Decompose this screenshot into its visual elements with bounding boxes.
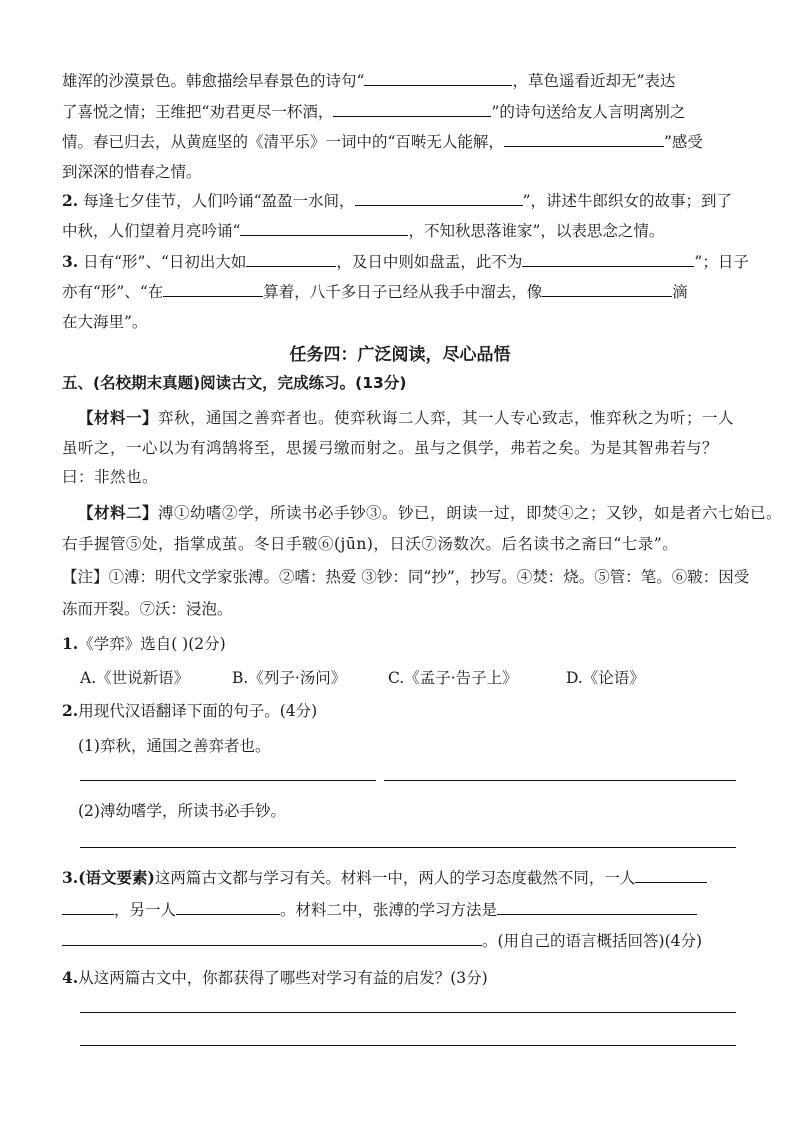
question-number: 1. (62, 634, 79, 653)
material-1-line-3: 曰：非然也。 (62, 468, 159, 486)
option-a[interactable]: A.《世说新语》 (80, 669, 190, 687)
question-3-line-3 (62, 311, 750, 333)
answer-blank[interactable] (364, 70, 512, 86)
sub-question-4 (62, 967, 750, 989)
text: ，不知秋思落谁家”，以表思念之情。 (408, 222, 665, 240)
text: 亦有“形”、“在 (62, 283, 164, 301)
text: 雄浑的沙漠景色。韩愈描绘早春景色的诗句“ (62, 72, 365, 90)
question-2-line-1 (62, 190, 750, 212)
answer-line[interactable] (80, 1012, 736, 1013)
answer-line[interactable] (80, 847, 736, 848)
text: 算着，八千多日子已经从我手中溜去，像 (263, 283, 543, 301)
question-tag: (语文要素) (78, 868, 155, 887)
text: ，另一人 (114, 901, 177, 919)
question-number: 4. (62, 968, 79, 987)
material-1-line-1 (78, 407, 750, 429)
text: 每逢七夕佳节，人们吟诵“盈盈一水间， (83, 192, 355, 210)
notes-line-2: 冻而开裂。⑦沃：浸泡。 (62, 600, 233, 618)
answer-blank[interactable] (522, 251, 694, 267)
text: ”的诗句送给友人言明离别之 (491, 103, 686, 121)
sub-question-3-line-3 (62, 930, 750, 952)
material-2-line-2: 右手握管⑤处，指掌成茧。冬日手皲⑥(jūn)，日沃⑦汤数次。后名读书之斋曰“七录”。 (62, 535, 679, 553)
question-2-line-2 (62, 220, 750, 242)
option-b[interactable]: B.《列子·汤问》 (232, 669, 347, 687)
text: 。材料二中，张溥的学习方法是 (280, 901, 498, 919)
poem-line-1 (62, 70, 750, 92)
material-1-line-2: 虽听之，一心以为有鸿鹄将至，思援弓缴而射之。虽与之俱学，弗若之矣。为是其智弗若与？ (62, 439, 719, 457)
answer-line[interactable] (80, 780, 376, 781)
text: 《学弈》选自( )(2分) (78, 635, 226, 653)
text: ”感受 (663, 133, 703, 151)
text: 。(用自己的语言概括回答)(4分) (482, 932, 703, 950)
text: 了喜悦之情；王维把“劝君更尽一杯酒， (62, 103, 334, 121)
text: 到深深的惜春之情。 (62, 163, 202, 181)
text: ，及日中则如盘盂，此不为 (336, 253, 523, 271)
text: 从这两篇古文中，你都获得了哪些对学习有益的启发？(3分) (78, 969, 488, 987)
text: ”；日子 (694, 253, 749, 271)
sub-question-2 (62, 700, 750, 722)
option-d[interactable]: D.《论语》 (566, 669, 645, 687)
text: 日有“形”、“日初出大如 (83, 253, 247, 271)
task-title: 任务四：广泛阅读，尽心品悟 (289, 345, 511, 365)
material-tag: 【材料二】 (78, 503, 159, 522)
question-number: 2. (62, 701, 79, 720)
answer-blank[interactable] (497, 899, 697, 915)
poem-line-3 (62, 131, 750, 153)
sentence-1: (1)弈秋，通国之善弈者也。 (78, 737, 271, 755)
notes-line-1: 【注】①溥：明代文学家张溥。②嗜：热爱 ③钞：同“抄”，抄写。④焚：烧。⑤管：笔。⑥皲：因受 (62, 568, 750, 586)
answer-blank[interactable] (163, 281, 263, 297)
section-5-heading: 五、(名校期末真题)阅读古文，完成练习。(13分) (62, 374, 407, 392)
poem-line-2 (62, 101, 750, 123)
answer-blank[interactable] (246, 251, 336, 267)
sub-question-3-line-2 (62, 899, 750, 921)
answer-line[interactable] (80, 1045, 736, 1046)
option-c[interactable]: C.《孟子·告子上》 (388, 669, 518, 687)
answer-blank[interactable] (355, 190, 523, 206)
text: ”，讲述牛郎织女的故事；到了 (522, 192, 732, 210)
text: 情。春已归去，从黄庭坚的《清平乐》一词中的“百啭无人能解， (62, 133, 504, 151)
answer-blank[interactable] (62, 899, 114, 915)
answer-line[interactable] (384, 780, 736, 781)
answer-blank[interactable] (240, 220, 408, 236)
sub-question-1 (62, 633, 750, 655)
material-tag: 【材料一】 (78, 408, 159, 427)
sub-question-3-line-1 (62, 867, 750, 889)
text: ，草色遥看近却无”表达 (512, 72, 676, 90)
answer-blank[interactable] (635, 867, 707, 883)
sentence-2: (2)溥幼嗜学，所读书必手钞。 (78, 802, 286, 820)
question-3-line-1 (62, 251, 750, 273)
material-2-line-1 (78, 502, 783, 524)
question-number: 3. (62, 868, 79, 887)
text: 在大海里”。 (62, 313, 148, 331)
text: 用现代汉语翻译下面的句子。(4分) (78, 702, 318, 720)
answer-blank[interactable] (542, 281, 672, 297)
question-number: 2. (62, 191, 79, 210)
question-3-line-2 (62, 281, 750, 303)
answer-blank[interactable] (504, 131, 664, 147)
text: 中秋，人们望着月亮吟诵“ (62, 222, 241, 240)
poem-line-4 (62, 161, 750, 183)
text: 滴 (672, 283, 688, 301)
text: 弈秋，通国之善弈者也。使弈秋诲二人弈，其一人专心致志，惟弈秋之为听；一人 (158, 409, 735, 427)
question-number: 3. (62, 252, 79, 271)
text: 溥①幼嗜②学，所读书必手钞③。钞已，朗读一过，即焚④之；又钞，如是者六七始已。 (158, 504, 783, 522)
answer-blank[interactable] (333, 101, 491, 117)
text: 这两篇古文都与学习有关。材料一中，两人的学习态度截然不同，一人 (154, 869, 636, 887)
answer-blank[interactable] (176, 899, 280, 915)
answer-blank[interactable] (62, 930, 482, 946)
